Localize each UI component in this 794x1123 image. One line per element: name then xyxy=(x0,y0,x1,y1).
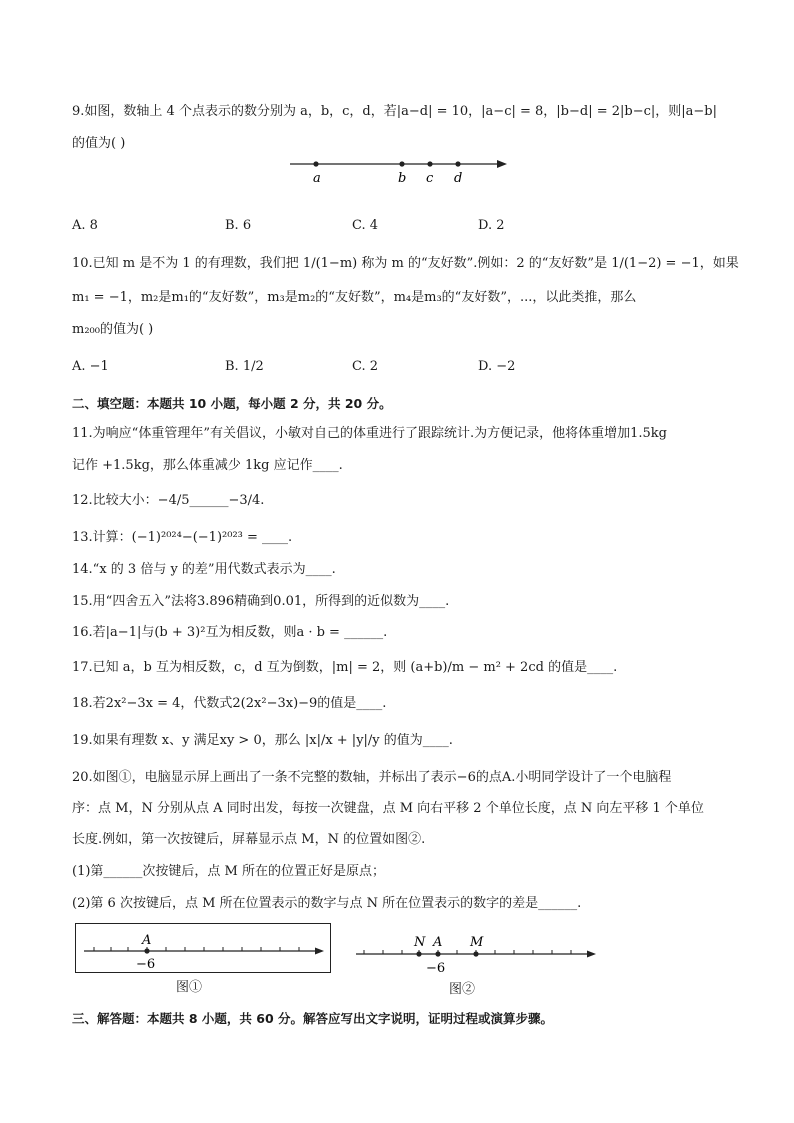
q15: 15.用“四舍五入”法将3.896精确到0.01，所得到的近似数为____. xyxy=(72,594,450,609)
q9-option-d[interactable]: D. 2 xyxy=(478,218,505,233)
point-a xyxy=(313,161,318,166)
q9-line2: 的值为( ) xyxy=(72,136,126,151)
figure-1-number-line xyxy=(76,924,330,972)
q20-line3: 长度.例如，第一次按键后，屏幕显示点 M，N 的位置如图②. xyxy=(72,832,426,847)
q10-option-c[interactable]: C. 2 xyxy=(352,359,379,374)
q20-line1: 20.如图①，电脑显示屏上画出了一条不完整的数轴，并标出了表示−6的点A.小明同学设计了一个电脑程 xyxy=(72,770,672,785)
label-d: d xyxy=(454,171,463,186)
point-c xyxy=(427,161,432,166)
point-b xyxy=(399,161,404,166)
figure-1-frame xyxy=(75,923,331,973)
q9-number-line xyxy=(285,152,515,188)
q10-option-b[interactable]: B. 1/2 xyxy=(225,359,264,374)
q19: 19.如果有理数 x、y 满足xy > 0，那么 |x|/x + |y|/y 的值为____. xyxy=(72,733,453,748)
q20-line2: 序：点 M，N 分别从点 A 同时出发，每按一次键盘，点 M 向右平移 2 个单位长度，点 N 向左平移 1 个单位 xyxy=(72,801,704,816)
q14: 14.“x 的 3 倍与 y 的差”用代数式表示为____. xyxy=(72,562,336,577)
figure-2-point-N xyxy=(416,951,421,956)
figure-1-caption: 图① xyxy=(176,980,203,995)
q11-line1: 11.为响应“体重管理年”有关倡议，小敏对自己的体重进行了跟踪统计.为方便记录，他将体重增加1.5kg xyxy=(72,426,667,441)
section-3-heading: 三、解答题：本题共 8 小题，共 60 分。解答应写出文字说明，证明过程或演算步骤。 xyxy=(72,1011,554,1026)
figure-2-point-M xyxy=(473,951,478,956)
figure-2-caption: 图② xyxy=(449,982,476,997)
q10-option-a[interactable]: A. −1 xyxy=(72,359,109,374)
figure-1-point-A xyxy=(144,948,149,953)
q12: 12.比较大小：−4/5______−3/4. xyxy=(72,493,265,508)
q9-option-b[interactable]: B. 6 xyxy=(225,218,252,233)
q10-line2: m₁ = −1，m₂是m₁的“友好数”，m₃是m₂的“友好数”，m₄是m₃的“友好数”，...，以此类推，那么 xyxy=(72,290,637,305)
figure-2-label-M: M xyxy=(470,935,484,950)
figure-2-tick-label: −6 xyxy=(426,961,446,976)
q11-line2: 记作 +1.5kg，那么体重减少 1kg 应记作____. xyxy=(72,458,343,473)
q9-options xyxy=(72,216,692,236)
q20-sub1: (1)第______次按键后，点 M 所在的位置正好是原点； xyxy=(72,864,385,879)
q10-line1: 10.已知 m 是不为 1 的有理数，我们把 1/(1−m) 称为 m 的“友好数”.例如：2 的“友好数”是 1/(1−2) = −1，如果 xyxy=(72,256,739,271)
q20-sub2: (2)第 6 次按键后，点 M 所在位置表示的数字与点 N 所在位置表示的数字的差是______. xyxy=(72,896,582,911)
label-b: b xyxy=(398,171,407,186)
q13: 13.计算：(−1)²⁰²⁴−(−1)²⁰²³ = ____. xyxy=(72,530,293,545)
figure-1-label-A: A xyxy=(142,933,152,948)
figure-2-label-N: N xyxy=(414,935,426,950)
q10-options xyxy=(72,357,692,377)
q18: 18.若2x²−3x = 4，代数式2(2x²−3x)−9的值是____. xyxy=(72,696,387,711)
q17: 17.已知 a，b 互为相反数，c，d 互为倒数，|m| = 2，则 (a+b)/m − m² + 2cd 的值是____. xyxy=(72,660,618,675)
figure-2-point-A xyxy=(435,951,440,956)
section-2-heading: 二、填空题：本题共 10 小题，每小题 2 分，共 20 分。 xyxy=(72,396,392,411)
q9-line1: 9.如图，数轴上 4 个点表示的数分别为 a，b，c，d，若|a−d| = 10，|a−c| = 8，|b−d| = 2|b−c|，则|a−b| xyxy=(72,104,717,119)
q10-line3: m₂₀₀的值为( ) xyxy=(72,322,154,337)
figure-1-tick-label: −6 xyxy=(136,957,156,972)
label-c: c xyxy=(426,171,434,186)
point-d xyxy=(455,161,460,166)
figure-2-number-line xyxy=(352,928,602,976)
q9-option-c[interactable]: C. 4 xyxy=(352,218,379,233)
q16: 16.若|a−1|与(b + 3)²互为相反数，则a · b = ______. xyxy=(72,625,388,640)
q9-option-a[interactable]: A. 8 xyxy=(72,218,98,233)
label-a: a xyxy=(313,171,321,186)
figure-2-label-A: A xyxy=(433,935,443,950)
q10-option-d[interactable]: D. −2 xyxy=(478,359,516,374)
